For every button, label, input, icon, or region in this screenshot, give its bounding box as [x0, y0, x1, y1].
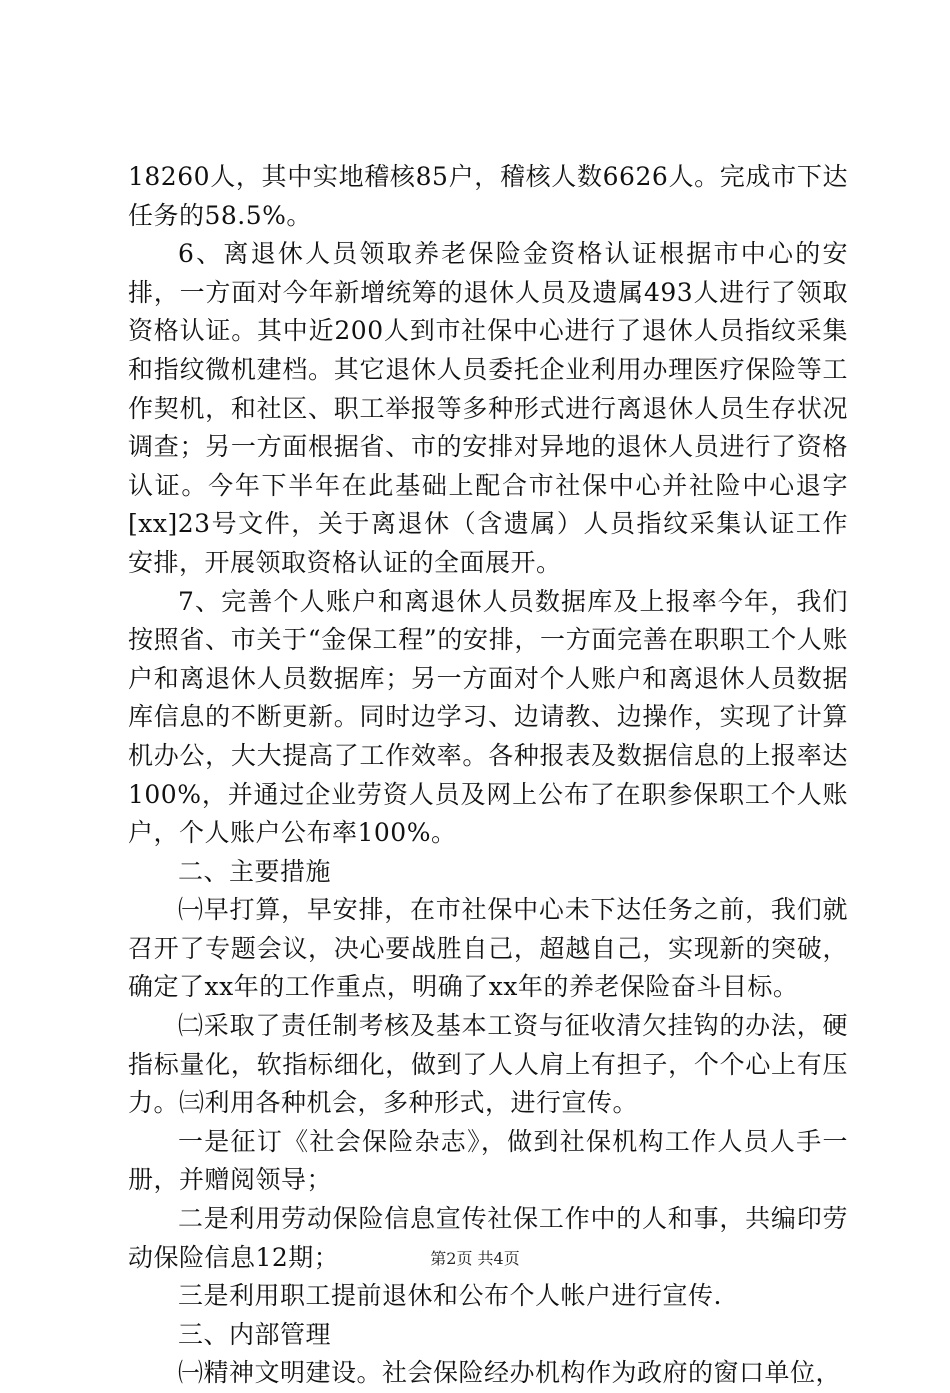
- paragraph-continuation: 18260人，其中实地稽核85户，稽核人数6626人。完成市下达任务的58.5%。: [128, 162, 848, 230]
- paragraph-publicity-1: 一是征订《社会保险杂志》，做到社保机构工作人员人手一册，并赠阅领导；: [128, 1126, 848, 1195]
- paragraph-item-6: 6、离退休人员领取养老保险金资格认证根据市中心的安排，一方面对今年新增统筹的退休人员及遗属493人进行了领取资格认证。其中近200人到市社保中心进行了退休人员指纹采集和指纹微机建档。其它退休人员委托企业利用办理医疗保险等工作契机，和社区、职工举报等多种形式进行离退休人员生存状况调查；另一方面根据省、市的安排对异地的退休人员进行了资格认证。今年下半年在此基础上配合市社保中心并社险中心退字[xx]23号文件，关于离退休（含遗属）人员指纹采集认证工作安排，开展领取资格认证的全面展开。: [128, 239, 848, 577]
- paragraph-internal-1: ㈠精神文明建设。社会保险经办机构作为政府的窗口单位，: [178, 1358, 842, 1388]
- paragraph-item-7: 7、完善个人账户和离退休人员数据库及上报率今年，我们按照省、市关于“金保工程”的安排，一方面完善在职职工个人账户和离退休人员数据库；另一方面对个人账户和离退休人员数据库信息的不断更新。同时边学习、边请教、边操作，实现了计算机办公，大大提高了工作效率。各种报表及数据信息的上报率达100%，并通过企业劳资人员及网上公布了在职参保职工个人账户，个人账户公布率100%。: [128, 586, 848, 848]
- section-heading-main-measures: 二、主要措施: [178, 856, 332, 886]
- paragraph-publicity-2: 二是利用劳动保险信息宣传社保工作中的人和事，共编印劳动保险信息12期；: [128, 1204, 848, 1272]
- paragraph-measure-2: ㈡采取了责任制考核及基本工资与征收清欠挂钩的办法，硬指标量化，软指标细化，做到了人人肩上有担子，个个心上有压力。㈢利用各种机会，多种形式，进行宣传。: [128, 1011, 848, 1118]
- paragraph-publicity-3: 三是利用职工提前退休和公布个人帐户进行宣传.: [178, 1281, 722, 1311]
- section-heading-internal-management: 三、内部管理: [178, 1319, 332, 1349]
- page-footer: 第2页 共4页: [430, 1249, 520, 1268]
- paragraph-measure-1: ㈠早打算，早安排，在市社保中心未下达任务之前，我们就召开了专题会议，决心要战胜自己，超越自己，实现新的突破，确定了xx年的工作重点，明确了xx年的养老保险奋斗目标。: [128, 895, 848, 1002]
- document-body: [128, 158, 848, 1393]
